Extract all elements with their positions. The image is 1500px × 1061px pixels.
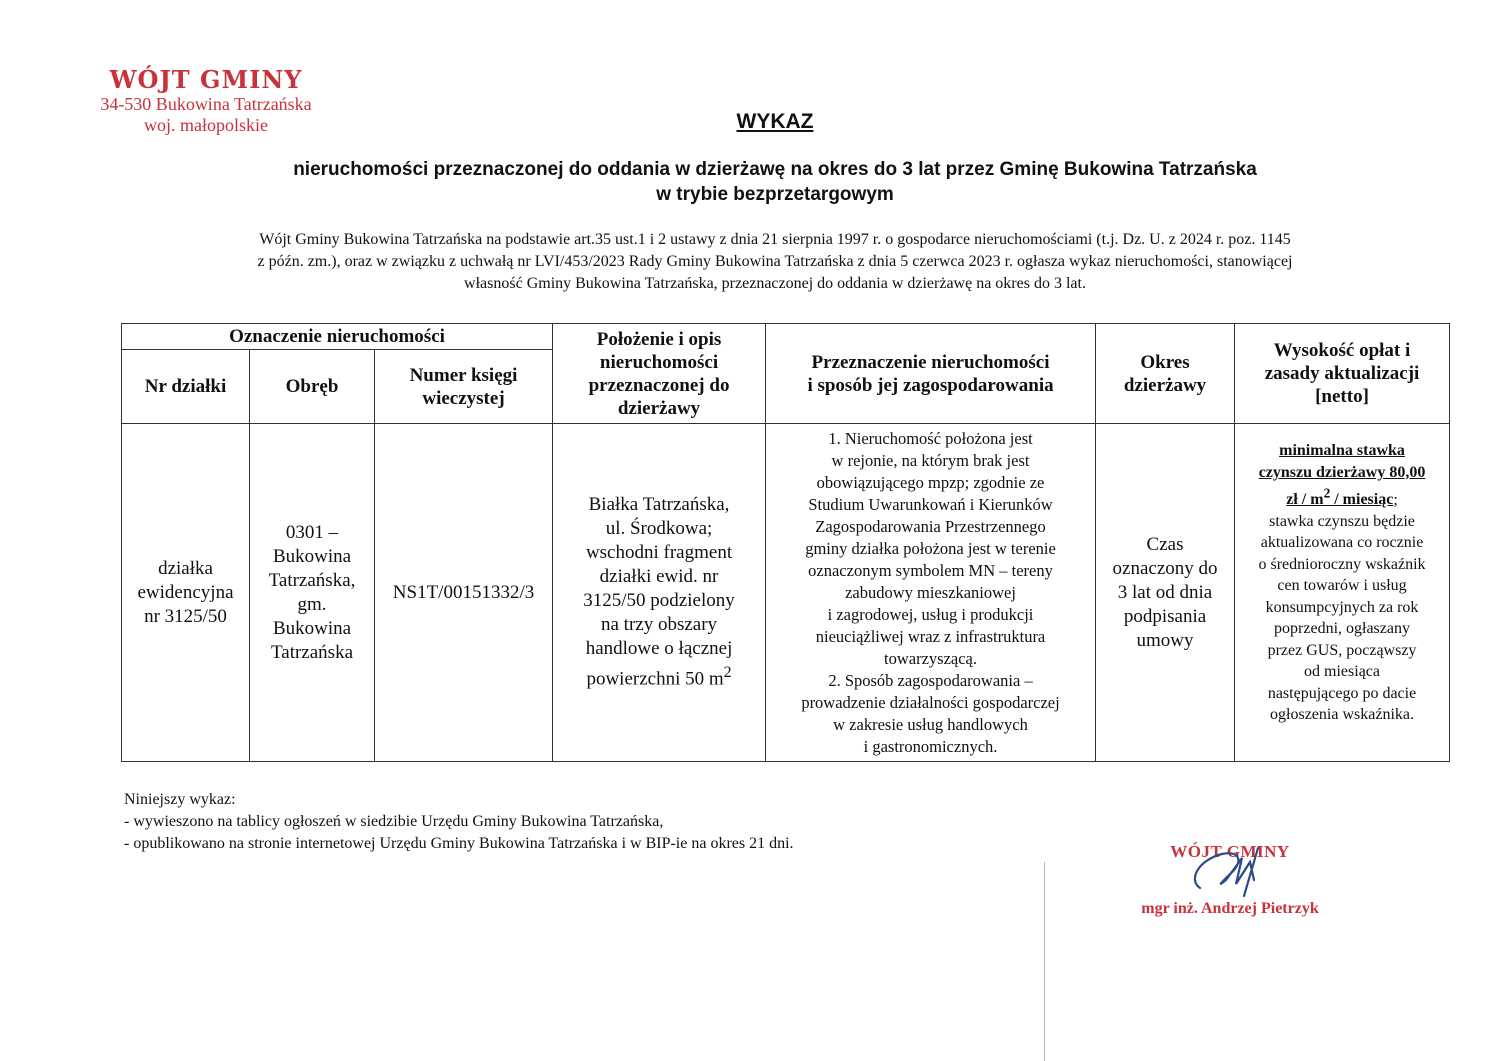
header-group-designation: Oznaczenie nieruchomości xyxy=(122,324,553,350)
cell-land-register: NS1T/00151332/3 xyxy=(375,424,553,762)
signature-title: WÓJT GMINY xyxy=(1170,842,1290,861)
header-purpose: Przeznaczenie nieruchomości i sposób jej zagospodarowania xyxy=(766,324,1096,424)
note-line-2: - wywieszono na tablicy ogłoszeń w siedzibie Urzędu Gminy Bukowina Tatrzańska, xyxy=(124,813,664,830)
intro-paragraph xyxy=(130,229,1420,295)
subtitle-line-1: nieruchomości przeznaczonej do oddania w dzierżawę na okres do 3 lat przez Gminę Bukowina Tatrzańska xyxy=(293,159,1257,180)
header-location: Położenie i opis nieruchomości przeznaczonej do dzierżawy xyxy=(553,324,766,424)
stamp-title: WÓJT GMINY xyxy=(109,65,303,94)
intro-line-2: z późn. zm.), oraz w związku z uchwałą nr LVI/453/2023 Rady Gminy Bukowina Tatrzańska z dnia 5 czerwca 2023 r. ogłasza wykaz nieruchomości, stanowiącej xyxy=(257,253,1293,270)
signature-block xyxy=(1110,842,1350,918)
stamp-region: woj. małopolskie xyxy=(144,115,268,135)
cell-fees: minimalna stawka czynszu dzierżawy 80,00 zł / $m^2$ / miesiąc; stawka czynszu będzie aktualizowana co rocznie o średnioroczny wskaźnik cen towarów i usług konsumpcyjnych za rok poprzedni, ogłaszany przez GUS, począwszy od miesiąca następującego po dacie ogłoszenia wskaźnika. xyxy=(1235,424,1450,762)
header-fees: Wysokość opłat i zasady aktualizacji [netto] xyxy=(1235,324,1450,424)
document-subtitle xyxy=(0,157,1500,207)
publication-note xyxy=(124,789,794,855)
cell-lease-period: Czas oznaczony do 3 lat od dnia podpisania umowy xyxy=(1096,424,1235,762)
scan-artifact-line xyxy=(1044,862,1045,1061)
header-plot-number: Nr działki xyxy=(122,350,250,424)
document-title: WYKAZ xyxy=(736,110,814,133)
cell-purpose: 1. Nieruchomość położona jest w rejonie, na którym brak jest obowiązującego mpzp; zgodnie ze Studium Uwarunkowań i Kierunków Zagospodarowania Przestrzennego gminy działka położona jest w terenie oznaczonym symbolem MN – tereny zabudowy mieszkaniowej i zagrodowej, usług i produkcji nieuciążliwej wraz z infrastruktura towarzyszącą. 2. Sposób zagospodarowania – prowadzenie działalności gospodarczej w zakresie usług handlowych i gastronomicznych. xyxy=(766,424,1096,762)
header-land-register: Numer księgi wieczystej xyxy=(375,350,553,424)
stamp-address: 34-530 Bukowina Tatrzańska xyxy=(100,94,312,114)
property-table xyxy=(121,323,1450,762)
intro-line-3: własność Gminy Bukowina Tatrzańska, przeznaczonej do oddania w dzierżawę na okres do 3 lat. xyxy=(464,275,1086,292)
table-row xyxy=(122,424,1450,762)
cell-location: Białka Tatrzańska, ul. Środkowa; wschodni fragment działki ewid. nr 3125/50 podzielony na trzy obszary handlowe o łącznej powierzchni 50 $m^2$ xyxy=(553,424,766,762)
header-lease-period: Okres dzierżawy xyxy=(1096,324,1235,424)
intro-line-1: Wójt Gminy Bukowina Tatrzańska na podstawie art.35 ust.1 i 2 ustawy z dnia 21 sierpnia 1997 r. o gospodarce nieruchomościami (t.j. Dz. U. z 2024 r. poz. 1145 xyxy=(259,231,1291,248)
cell-precinct: 0301 – Bukowina Tatrzańska, gm. Bukowina Tatrzańska xyxy=(250,424,375,762)
signature-name: mgr inż. Andrzej Pietrzyk xyxy=(1141,900,1319,917)
header-precinct: Obręb xyxy=(250,350,375,424)
cell-plot-number: działka ewidencyjna nr 3125/50 xyxy=(122,424,250,762)
subtitle-line-2: w trybie bezprzetargowym xyxy=(656,184,894,205)
note-line-3: - opublikowano na stronie internetowej Urzędu Gminy Bukowina Tatrzańska i w BIP-ie na okres 21 dni. xyxy=(124,835,794,852)
note-line-1: Niniejszy wykaz: xyxy=(124,791,236,808)
